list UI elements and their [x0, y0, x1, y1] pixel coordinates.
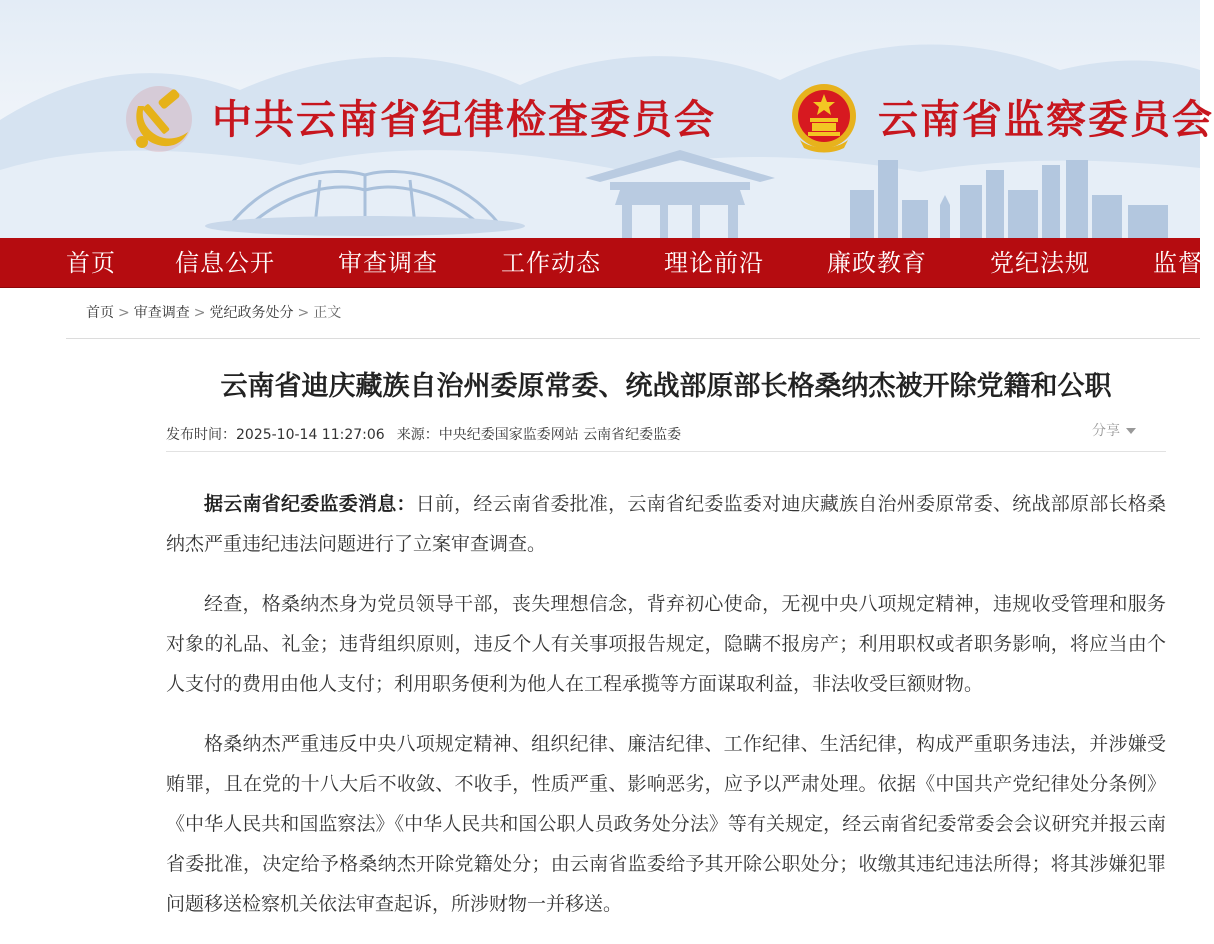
paragraph-lead: 据云南省纪委监委消息：: [204, 493, 416, 515]
breadcrumb-divider: [66, 338, 1200, 339]
chevron-down-icon: [1126, 428, 1136, 434]
breadcrumb-current: 正文: [313, 305, 342, 321]
nav-item-investigation[interactable]: 审查调查: [338, 249, 438, 277]
nav-item-home[interactable]: 首页: [66, 249, 116, 277]
nav-item-theory[interactable]: 理论前沿: [664, 249, 764, 277]
party-emblem-icon: [124, 84, 194, 154]
site-banner: [0, 0, 1214, 238]
nav-item-work-news[interactable]: 工作动态: [501, 249, 601, 277]
meta-divider: [166, 451, 1166, 452]
article-source: 来源：中央纪委国家监委网站 云南省纪委监委: [396, 427, 682, 443]
publish-time: 发布时间：2025-10-14 11:27:06: [166, 427, 385, 443]
share-button[interactable]: [1092, 420, 1136, 442]
share-label: 分享: [1092, 423, 1120, 439]
org-name-supervision: 云南省监察委员会: [878, 97, 1214, 143]
main-nav: [0, 238, 1203, 288]
breadcrumb-separator: >: [118, 305, 130, 321]
article-meta: [166, 424, 681, 446]
article-body: [166, 484, 1166, 944]
paragraph-text: 格桑纳杰严重违反中央八项规定精神、组织纪律、廉洁纪律、工作纪律、生活纪律，构成严重职务违法，并涉嫌受贿罪，且在党的十八大后不收敛、不收手，性质严重、影响恶劣，应予以严肃处理。依据《中国共产党纪律处分条例》《中华人民共和国监察法》《中华人民共和国公职人员政务处分法》等有关规定，经云南省纪委常委会会议研究并报云南省委批准，决定给予格桑纳杰开除党籍处分；由云南省监委给予其开除公职处分；收缴其违纪违法所得；将其涉嫌犯罪问题移送检察机关依法审查起诉，所涉财物一并移送。: [166, 733, 1166, 915]
org-name-cpc-discipline: 中共云南省纪律检查委员会: [212, 97, 716, 143]
nav-item-supervision[interactable]: 监督: [1153, 249, 1203, 277]
breadcrumb-home[interactable]: 首页: [86, 305, 114, 321]
nav-item-info-public[interactable]: 信息公开: [175, 249, 275, 277]
breadcrumb-separator: >: [297, 305, 310, 321]
breadcrumb-investigation[interactable]: 审查调查: [133, 305, 190, 321]
nav-item-regulations[interactable]: 党纪法规: [990, 249, 1090, 277]
article-paragraph: [166, 584, 1166, 704]
breadcrumb-separator: >: [193, 305, 206, 321]
paragraph-text: 日前，经云南省委批准，云南省纪委监委对迪庆藏族自治州委原常委、统战部原部长格桑纳杰严重违纪违法问题进行了立案审查调查。: [166, 493, 1166, 555]
article-title: 云南省迪庆藏族自治州委原常委、统战部原部长格桑纳杰被开除党籍和公职: [220, 371, 1112, 402]
national-emblem-icon: [790, 82, 858, 154]
breadcrumb-disciplinary-sanctions[interactable]: 党纪政务处分: [209, 305, 294, 321]
article-paragraph: [166, 724, 1166, 924]
paragraph-text: 经查，格桑纳杰身为党员领导干部，丧失理想信念，背弃初心使命，无视中央八项规定精神，违规收受管理和服务对象的礼品、礼金；违背组织原则，违反个人有关事项报告规定，隐瞒不报房产；利用职权或者职务影响，将应当由个人支付的费用由他人支付；利用职务便利为他人在工程承揽等方面谋取利益，非法收受巨额财物。: [166, 593, 1166, 695]
article-paragraph: [166, 484, 1166, 564]
breadcrumb: [86, 302, 341, 324]
nav-item-integrity-education[interactable]: 廉政教育: [827, 249, 927, 277]
